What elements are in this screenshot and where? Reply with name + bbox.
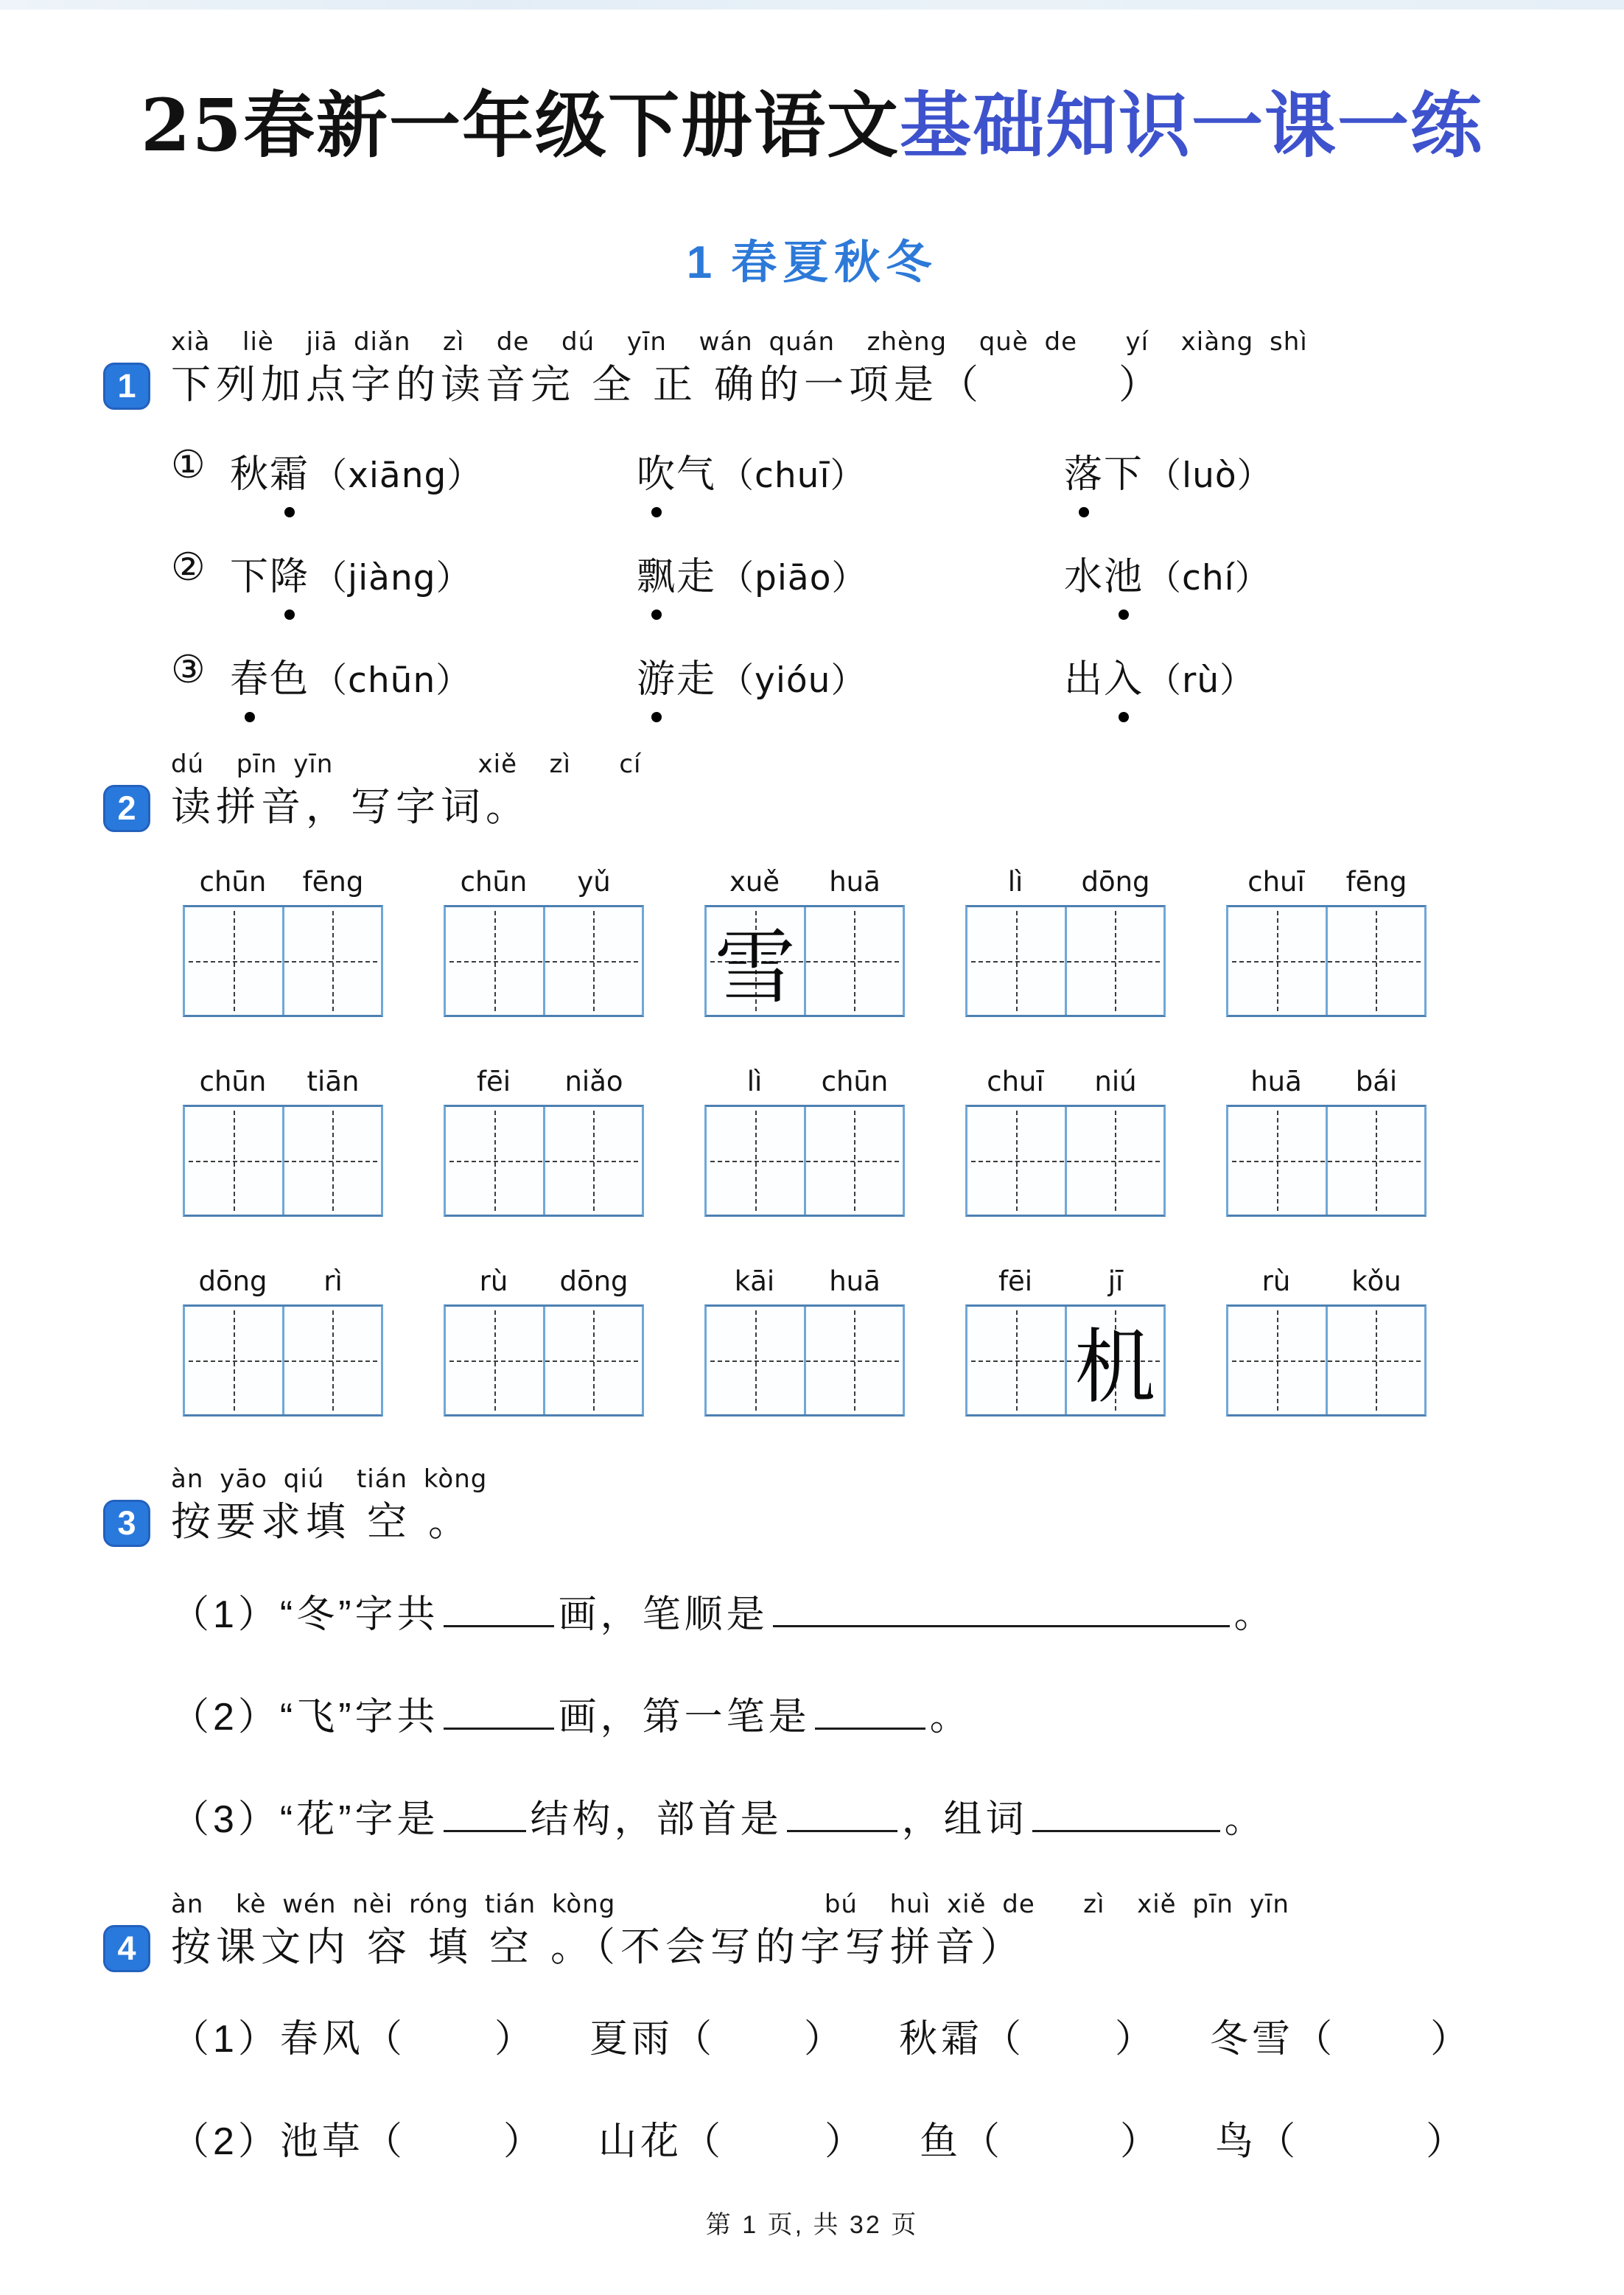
open-paren: （ bbox=[983, 2018, 1026, 2061]
grid-row bbox=[183, 866, 1521, 1017]
close-paren: ） bbox=[1120, 2120, 1163, 2164]
writing-grid bbox=[1226, 905, 1427, 1017]
grid-cell bbox=[1326, 907, 1425, 1015]
close-paren: ） bbox=[1430, 2018, 1473, 2061]
writing-grid-block bbox=[444, 1265, 644, 1417]
text-segment: （2）“飞”字共 bbox=[171, 1695, 439, 1739]
option-label: ③ bbox=[171, 648, 206, 691]
text-segment: 秋霜 bbox=[899, 2018, 984, 2061]
grid-cell bbox=[707, 1307, 804, 1414]
dotted-char: 落 bbox=[1064, 443, 1104, 498]
option-word bbox=[1064, 443, 1144, 498]
grid-pinyin-pair bbox=[444, 866, 644, 898]
close-paren: ） bbox=[447, 455, 483, 495]
pinyin-answer: rù bbox=[1182, 660, 1220, 701]
q4-question-text: 按课文内 容 填 空 。（不会写的字写拼音） bbox=[171, 1924, 1026, 1969]
scan-edge-strip bbox=[0, 0, 1624, 10]
blank-line bbox=[787, 1824, 897, 1832]
text-segment: 山花 bbox=[598, 2120, 682, 2164]
option-item bbox=[230, 648, 637, 703]
grid-pinyin-pair bbox=[1226, 1265, 1427, 1297]
q4-item-line bbox=[171, 2008, 1521, 2063]
q2-number-badge: 2 bbox=[103, 785, 150, 832]
grid-cell bbox=[446, 907, 543, 1015]
pinyin-answer: piāo bbox=[755, 557, 832, 598]
writing-grid-block bbox=[183, 1265, 383, 1417]
writing-grid-block bbox=[704, 1265, 905, 1417]
grid-pinyin-syllable: chuī bbox=[1247, 866, 1305, 898]
writing-grid-block bbox=[1226, 1066, 1427, 1217]
grid-pinyin-pair bbox=[704, 1066, 905, 1097]
option-pinyin bbox=[719, 653, 866, 702]
grid-pinyin-syllable: chūn bbox=[199, 1066, 267, 1098]
q4-main-line bbox=[103, 1923, 1521, 1973]
close-paren: ） bbox=[1426, 2120, 1469, 2164]
writing-grid-block bbox=[1226, 866, 1427, 1017]
paren-gap bbox=[682, 2120, 867, 2163]
grid-cell bbox=[967, 907, 1065, 1015]
option-word bbox=[230, 545, 309, 601]
q1-options bbox=[171, 443, 1521, 703]
grid-cell bbox=[707, 1107, 804, 1215]
option-word bbox=[230, 443, 309, 498]
grid-pinyin-syllable: tiān bbox=[307, 1066, 360, 1098]
writing-grid-block bbox=[965, 1265, 1166, 1417]
lesson-name: 春夏秋冬 bbox=[731, 237, 938, 288]
writing-grid bbox=[183, 1304, 383, 1417]
text-segment: 结构，部首是 bbox=[530, 1798, 783, 1841]
open-paren: （ bbox=[673, 2018, 715, 2061]
doc-title-black: 25春新一年级下册语文 bbox=[141, 83, 900, 167]
grid-pinyin-syllable: rù bbox=[479, 1265, 508, 1298]
open-paren: （ bbox=[312, 455, 349, 495]
grid-cell bbox=[1228, 907, 1326, 1015]
q4-number-badge: 4 bbox=[103, 1925, 150, 1972]
grid-cell bbox=[1065, 907, 1164, 1015]
option-item bbox=[1064, 443, 1273, 498]
q3-question-text: 按要求填 空 。 bbox=[171, 1500, 474, 1545]
close-paren: ） bbox=[1219, 660, 1256, 699]
option-item bbox=[230, 545, 637, 601]
writing-grid-block bbox=[183, 866, 383, 1017]
dotted-char: 入 bbox=[1104, 648, 1144, 703]
dotted-char: 吹 bbox=[637, 443, 676, 498]
writing-grid-block bbox=[444, 1066, 644, 1217]
close-paren: ） bbox=[824, 2120, 867, 2164]
close-paren: ） bbox=[435, 557, 472, 597]
q4-lines bbox=[171, 2008, 1521, 2165]
q3-main-line bbox=[103, 1498, 1521, 1548]
grid-pinyin-syllable: lì bbox=[746, 1066, 763, 1098]
grid-pinyin-syllable: lì bbox=[1007, 866, 1023, 898]
word-char: 下 bbox=[1104, 453, 1144, 496]
dotted-char: 降 bbox=[270, 545, 309, 601]
option-pinyin bbox=[312, 653, 471, 702]
option-label: ② bbox=[171, 545, 206, 589]
grid-pinyin-syllable: dōng bbox=[1081, 866, 1150, 898]
writing-grid bbox=[183, 1105, 383, 1217]
grid-pinyin-pair bbox=[965, 1066, 1166, 1097]
pinyin-answer: xiāng bbox=[348, 455, 447, 496]
close-paren: ） bbox=[831, 557, 867, 597]
option-row bbox=[171, 545, 1521, 601]
writing-grid bbox=[1226, 1304, 1427, 1417]
grid-pinyin-syllable: rù bbox=[1261, 1265, 1291, 1298]
q3-item-line bbox=[171, 1686, 1521, 1741]
option-pinyin bbox=[312, 448, 482, 497]
writing-grid bbox=[704, 1105, 905, 1217]
writing-grid-block bbox=[183, 1066, 383, 1217]
grid-pinyin-pair bbox=[704, 866, 905, 898]
pinyin-answer: chūn bbox=[348, 660, 436, 701]
close-paren: ） bbox=[1236, 455, 1273, 495]
writing-grid bbox=[444, 1304, 644, 1417]
open-paren: （ bbox=[363, 2120, 406, 2164]
paren-gap bbox=[962, 2120, 1162, 2163]
grid-cell bbox=[967, 1307, 1065, 1414]
question-4-section bbox=[103, 1890, 1521, 2166]
grid-pinyin-syllable: yǔ bbox=[577, 866, 611, 898]
blank-line bbox=[444, 1824, 526, 1832]
grid-pinyin-syllable: fēi bbox=[998, 1265, 1033, 1298]
open-paren: （ bbox=[1294, 2018, 1337, 2061]
word-char: 走 bbox=[676, 555, 717, 598]
grid-cell bbox=[543, 1107, 643, 1215]
writing-grid bbox=[965, 1304, 1166, 1417]
pinyin-answer: jiàng bbox=[348, 557, 436, 598]
q3-pinyin: àn yāo qiú tián kòng bbox=[171, 1464, 488, 1495]
open-paren: （ bbox=[363, 2018, 406, 2061]
grid-pinyin-syllable: niǎo bbox=[564, 1066, 623, 1098]
grid-pinyin-syllable: niú bbox=[1094, 1066, 1137, 1098]
doc-title-blue: 基础知识一课一练 bbox=[899, 83, 1483, 167]
paren-gap bbox=[673, 2018, 846, 2061]
option-pinyin bbox=[1147, 448, 1273, 497]
grid-cell bbox=[185, 907, 282, 1015]
option-word bbox=[1064, 648, 1144, 703]
option-item bbox=[637, 648, 1064, 703]
open-paren: （ bbox=[682, 2120, 724, 2164]
option-pinyin bbox=[1147, 551, 1270, 600]
paren-gap bbox=[364, 2018, 536, 2061]
option-pinyin bbox=[719, 448, 865, 497]
q1-question-text: 下列加点字的读音完 全 正 确的一项是（ ） bbox=[171, 363, 1164, 408]
grid-row bbox=[183, 1066, 1521, 1217]
grid-pinyin-syllable: kāi bbox=[734, 1265, 775, 1298]
blank-line bbox=[773, 1619, 1230, 1627]
text-segment: 画，第一笔是 bbox=[558, 1695, 811, 1739]
q4-item-line bbox=[171, 2110, 1521, 2165]
grid-pinyin-pair bbox=[965, 866, 1166, 898]
open-paren: （ bbox=[719, 660, 755, 699]
option-pinyin bbox=[719, 551, 867, 600]
grid-cell bbox=[185, 1307, 282, 1414]
close-paren: ） bbox=[1234, 557, 1270, 597]
text-segment: ，组词 bbox=[901, 1798, 1028, 1841]
grid-pinyin-syllable: dōng bbox=[559, 1265, 629, 1298]
grid-cell bbox=[1065, 1307, 1164, 1414]
grid-pinyin-syllable: chūn bbox=[821, 1066, 889, 1098]
grid-pinyin-syllable: chūn bbox=[460, 866, 528, 898]
writing-grid bbox=[704, 1304, 905, 1417]
grid-cell bbox=[446, 1307, 543, 1414]
writing-grid bbox=[965, 905, 1166, 1017]
option-row bbox=[171, 648, 1521, 703]
doc-title bbox=[103, 68, 1521, 171]
option-item bbox=[1064, 545, 1270, 601]
q2-writing-grids bbox=[183, 866, 1521, 1417]
blank-line bbox=[444, 1619, 554, 1627]
grid-pinyin-syllable: huā bbox=[829, 1265, 881, 1298]
open-paren: （ bbox=[312, 660, 349, 699]
blank-line bbox=[815, 1722, 925, 1730]
writing-grid-block bbox=[444, 866, 644, 1017]
grid-cell bbox=[543, 1307, 643, 1414]
grid-pinyin-pair bbox=[183, 1066, 383, 1097]
question-3-section bbox=[103, 1465, 1521, 1843]
text-segment: 。 bbox=[1233, 1593, 1276, 1636]
grid-cell bbox=[1228, 1307, 1326, 1414]
grid-cell bbox=[707, 907, 804, 1015]
dotted-char: 池 bbox=[1104, 545, 1144, 601]
grid-pinyin-syllable: fēng bbox=[302, 866, 364, 898]
text-segment: （2）池草 bbox=[171, 2120, 364, 2164]
option-word bbox=[637, 648, 716, 703]
paren-gap bbox=[1257, 2120, 1468, 2163]
word-char: 水 bbox=[1064, 555, 1105, 598]
q2-question-text: 读拼音，写字词。 bbox=[171, 784, 531, 829]
text-segment: 画，笔顺是 bbox=[558, 1593, 769, 1636]
grid-cell bbox=[804, 1107, 903, 1215]
dotted-char: 霜 bbox=[270, 443, 309, 498]
grid-pinyin-syllable: huā bbox=[1250, 1066, 1302, 1098]
option-pinyin bbox=[1147, 653, 1255, 702]
writing-grid-block bbox=[704, 1066, 905, 1217]
grid-pinyin-pair bbox=[444, 1066, 644, 1097]
grid-pinyin-pair bbox=[183, 1265, 383, 1297]
q3-item-line bbox=[171, 1788, 1521, 1843]
grid-pinyin-pair bbox=[965, 1265, 1166, 1297]
open-paren: （ bbox=[719, 557, 755, 597]
question-2-section bbox=[103, 750, 1521, 1417]
text-segment: 。 bbox=[929, 1695, 972, 1739]
grid-pinyin-pair bbox=[704, 1265, 905, 1297]
option-item bbox=[637, 443, 1064, 498]
word-char: 色 bbox=[270, 657, 310, 701]
dotted-char: 游 bbox=[637, 648, 676, 703]
grid-pinyin-syllable: bái bbox=[1355, 1066, 1398, 1098]
close-paren: ） bbox=[503, 2120, 545, 2164]
word-char: 走 bbox=[676, 657, 717, 701]
writing-grid bbox=[1226, 1105, 1427, 1217]
lesson-title bbox=[103, 226, 1521, 291]
writing-grid bbox=[183, 905, 383, 1017]
grid-pinyin-syllable: huā bbox=[829, 866, 881, 898]
grid-cell bbox=[1065, 1107, 1164, 1215]
grid-cell bbox=[185, 1107, 282, 1215]
text-segment: （1）春风 bbox=[171, 2018, 364, 2061]
pinyin-answer: chí bbox=[1182, 557, 1235, 598]
pinyin-answer: chuī bbox=[755, 455, 830, 496]
option-item bbox=[637, 545, 1064, 601]
option-word bbox=[637, 443, 716, 498]
close-paren: ） bbox=[435, 660, 472, 699]
writing-grid bbox=[444, 1105, 644, 1217]
question-1-section bbox=[103, 328, 1521, 703]
grid-pinyin-pair bbox=[444, 1265, 644, 1297]
pinyin-answer: yióu bbox=[755, 660, 831, 701]
grid-cell bbox=[282, 1307, 382, 1414]
prefilled-char: 机 bbox=[1074, 1323, 1156, 1414]
grid-pinyin-pair bbox=[183, 866, 383, 898]
blank-line bbox=[1032, 1824, 1220, 1832]
close-paren: ） bbox=[494, 2018, 536, 2061]
option-item bbox=[230, 443, 637, 498]
text-segment: 鸟 bbox=[1215, 2120, 1258, 2164]
text-segment: （1）“冬”字共 bbox=[171, 1593, 439, 1636]
dotted-char: 春 bbox=[230, 648, 270, 703]
grid-pinyin-syllable: chuī bbox=[987, 1066, 1044, 1098]
writing-grid bbox=[965, 1105, 1166, 1217]
grid-cell bbox=[1228, 1107, 1326, 1215]
grid-pinyin-syllable: jī bbox=[1107, 1265, 1124, 1298]
writing-grid-block bbox=[965, 1066, 1166, 1217]
grid-pinyin-syllable: rì bbox=[323, 1265, 343, 1298]
blank-line bbox=[444, 1722, 554, 1730]
option-word bbox=[637, 545, 716, 601]
q1-number-badge: 1 bbox=[103, 363, 150, 410]
open-paren: （ bbox=[962, 2120, 1004, 2164]
lesson-number: 1 bbox=[686, 237, 713, 288]
q1-pinyin: xià liè jiā diǎn zì de dú yīn wán quán zhèng què de yí xiàng shì bbox=[171, 327, 1308, 357]
close-paren: ） bbox=[830, 660, 867, 699]
grid-cell bbox=[543, 907, 643, 1015]
open-paren: （ bbox=[312, 557, 349, 597]
grid-pinyin-pair bbox=[1226, 866, 1427, 898]
grid-pinyin-syllable: fēng bbox=[1345, 866, 1407, 898]
grid-cell bbox=[1326, 1307, 1425, 1414]
close-paren: ） bbox=[1115, 2018, 1158, 2061]
text-segment: 鱼 bbox=[920, 2120, 962, 2164]
open-paren: （ bbox=[1147, 660, 1183, 699]
open-paren: （ bbox=[1147, 455, 1183, 495]
grid-pinyin-syllable: dōng bbox=[198, 1265, 267, 1298]
text-segment: （3）“花”字是 bbox=[171, 1798, 439, 1841]
grid-cell bbox=[967, 1107, 1065, 1215]
grid-cell bbox=[804, 1307, 903, 1414]
grid-cell bbox=[1326, 1107, 1425, 1215]
grid-row bbox=[183, 1265, 1521, 1417]
q3-item-line bbox=[171, 1583, 1521, 1638]
option-word bbox=[230, 648, 309, 703]
writing-grid-block bbox=[1226, 1265, 1427, 1417]
q3-number-badge: 3 bbox=[103, 1500, 150, 1547]
open-paren: （ bbox=[1257, 2120, 1300, 2164]
option-word bbox=[1064, 545, 1144, 601]
q2-main-line bbox=[103, 783, 1521, 833]
grid-pinyin-syllable: fēi bbox=[476, 1066, 511, 1098]
grid-pinyin-syllable: xuě bbox=[729, 866, 780, 898]
grid-cell bbox=[804, 907, 903, 1015]
q3-items bbox=[171, 1583, 1521, 1843]
option-item bbox=[1064, 648, 1255, 703]
word-char: 气 bbox=[676, 453, 717, 496]
close-paren: ） bbox=[830, 455, 866, 495]
footer-page-number: 第 1 页, 共 32 页 bbox=[705, 2211, 919, 2239]
grid-pinyin-syllable: kǒu bbox=[1351, 1265, 1401, 1298]
pinyin-answer: luò bbox=[1182, 455, 1237, 496]
q4-pinyin: àn kè wén nèi róng tián kòng bú huì xiě de zì xiě pīn yīn bbox=[171, 1889, 1289, 1919]
word-char: 秋 bbox=[230, 453, 270, 496]
text-segment: 。 bbox=[1224, 1798, 1267, 1841]
writing-grid-block bbox=[704, 866, 905, 1017]
prefilled-char: 雪 bbox=[714, 923, 796, 1014]
paren-gap bbox=[364, 2120, 545, 2163]
writing-grid-block bbox=[965, 866, 1166, 1017]
close-paren: ） bbox=[803, 2018, 846, 2061]
grid-pinyin-syllable: chūn bbox=[199, 866, 267, 898]
text-segment: 冬雪 bbox=[1210, 2018, 1295, 2061]
writing-grid bbox=[444, 905, 644, 1017]
option-row bbox=[171, 443, 1521, 498]
grid-cell bbox=[446, 1107, 543, 1215]
writing-grid bbox=[704, 905, 905, 1017]
option-label: ① bbox=[171, 443, 206, 486]
word-char: 出 bbox=[1064, 657, 1105, 701]
open-paren: （ bbox=[1147, 557, 1183, 597]
dotted-char: 飘 bbox=[637, 545, 676, 601]
word-char: 下 bbox=[230, 555, 270, 598]
grid-cell bbox=[282, 1107, 382, 1215]
paren-gap bbox=[1294, 2018, 1472, 2061]
q2-pinyin: dú pīn yīn xiě zì cí bbox=[171, 749, 642, 779]
paren-gap bbox=[983, 2018, 1157, 2061]
grid-pinyin-pair bbox=[1226, 1066, 1427, 1097]
q1-main-line bbox=[103, 360, 1521, 411]
text-segment: 夏雨 bbox=[589, 2018, 673, 2061]
open-paren: （ bbox=[719, 455, 755, 495]
grid-cell bbox=[282, 907, 382, 1015]
option-pinyin bbox=[312, 551, 472, 600]
